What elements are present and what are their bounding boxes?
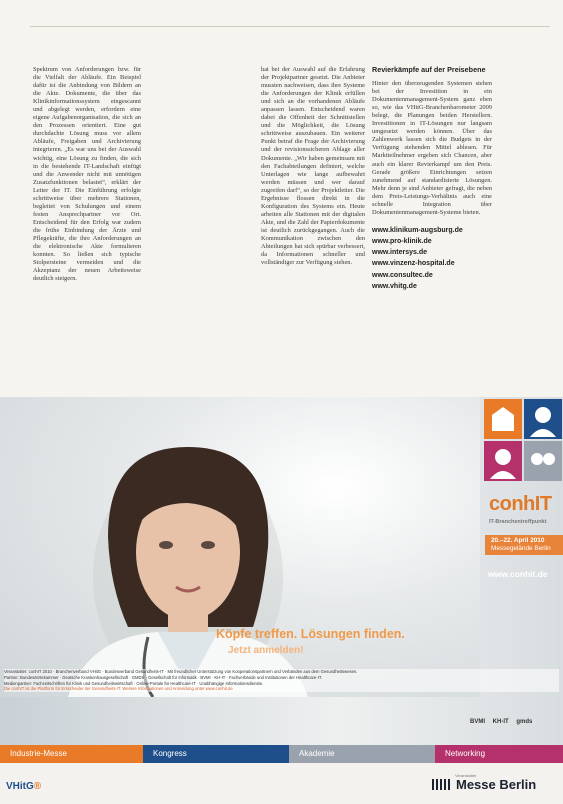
article-column-3 xyxy=(372,66,492,292)
ad-category-bars xyxy=(0,745,563,763)
bar-industrie-messe: Industrie-Messe xyxy=(0,745,143,763)
article-text-2: hat bei der Auswahl auf die Erfahrung der Projektpartner gesetzt. Die Anbieter mussten nachweisen, dass ihre Systeme die Anforderungen der Klinik erfüllen und sich an die vorhandenen Abläufe anpassen lassen. Entscheidend waren dabei die Offenheit der Schnittstellen und die Möglichkeit, die Lösung schrittweise auszubauen. Ein weiterer Punkt betraf die Frage der Archivierung und der revisionssicheren Ablage aller Dokumente. „Wir haben gemeinsam mit den Fachabteilungen definiert, welche Unterlagen wie lange aufbewahrt werden müssen und wer darauf zugreifen darf“, so der Projektleiter. Die Ergebnisse flossen direkt in die Konfiguration des Systems ein. Heute arbeiten alle Stationen mit der digitalen Akte, und die Zahl der Papierdokumente ist deutlich zurückgegangen. Auch die Kommunikation zwischen den Abteilungen hat sich spürbar verbessert, da Informationen schneller und vollständiger zur Verfügung stehen. xyxy=(261,66,365,267)
link-list xyxy=(372,225,492,292)
fine-print-line: Partner: Bundesärztekammer · Deutsche Krankenhausgesellschaft · GMDS · Gesellschaft für Informatik · BVMI · KH-IT · Fachverbände und Institutionen der Healthcare-IT. xyxy=(4,674,323,680)
article-text-1: Spektrum von Anforderungen bzw. für die Vielfalt der Abläufe. Ein Beispiel dafür ist die Anbindung von Bildern an die Akte. Dokumente, die über das Klinikinformationssystem eingescannt und abgelegt werden, erfordern eine eigene Aufgabenorganisation, die sich an den Prozessen orientiert. Eine gut durchdachte Lösung muss vor allem Abläufe, Freigaben und Archivierung integrieren. „Es war uns bei der Auswahl wichtig, eine Lösung zu finden, die sich in die bestehende IT-Landschaft einfügt und die Anwender nicht mit unnötigen Zusatzfunktionen belastet“, erklärt der Leiter der IT. Die Einführung erfolgte schrittweise über mehrere Stationen, begleitet von Schulungen und einem festen Ansprechpartner vor Ort. Entscheidend für den Erfolg war zudem die frühe Einbindung der Ärzte und Pflegekräfte, die ihre Anforderungen an die elektronische Akte formulieren konnten. So ließen sich typische Stolpersteine vermeiden und die Akzeptanz der neuen Arbeitsweise deutlich steigern. xyxy=(33,66,141,283)
fine-print-highlight: Die conhIT ist die Plattform für Entscheider der Gesundheits-IT. Weitere Informationen und Anmeldung unter www.conhit.de xyxy=(4,686,233,692)
link-item[interactable]: www.vinzenz-hospital.de xyxy=(372,260,455,268)
ad-slogan: Köpfe treffen. Lösungen finden. xyxy=(216,627,405,641)
doctor-icon xyxy=(484,441,522,481)
article-text-3: Hinter den überzeugenden Systemen stehen bei der Investition in ein Dokumentenmanagement-System ganz eben so, wie das VHitG-Branchenbarometer 2009 belegt, die Planungen beiden Herstellern. Investitionen in IT-Lösungen nur langsam umgesetzt werden können. Über das Zahlenwerk lassen sich die Budgets in der Verfügung stehenden Mittel ablesen. Für Marktteilnehmer ergeben sich Chancen, aber auch ein klarer Revierkampf um den Preis. Gerade größere Einrichtungen setzen zunehmend auf standardisierte Lösungen. Mehr denn je sind Anbieter gefragt, die neben dem Preis-Leistungs-Verhältnis auch eine schnelle Integration über Dokumentenmanagement-Systeme bieten. xyxy=(372,80,492,216)
event-url[interactable]: www.conhit.de xyxy=(488,569,548,579)
sponsor-logo: BVMI xyxy=(470,719,485,725)
sponsor-logos xyxy=(470,719,538,725)
ad-fine-print xyxy=(4,669,559,692)
event-venue: Messegelände Berlin xyxy=(491,545,551,552)
sponsor-logo: KH-IT xyxy=(492,719,509,725)
link-item[interactable]: www.consultec.de xyxy=(372,271,433,279)
event-date-box xyxy=(485,535,563,555)
vhitg-logo xyxy=(6,781,41,792)
building-icon xyxy=(484,399,522,439)
conhit-advertisement xyxy=(0,397,563,804)
article-column-2 xyxy=(261,66,365,267)
person-icon xyxy=(524,399,562,439)
ad-footer xyxy=(0,763,563,804)
doctor-portrait-image xyxy=(48,437,348,697)
article-column-1 xyxy=(33,66,141,283)
sponsor-logo: gmds xyxy=(516,719,533,725)
vhitg-logo-text: VHitG xyxy=(6,781,34,792)
top-rule xyxy=(30,26,550,27)
group-icon xyxy=(524,441,562,481)
vhitg-logo-suffix: ® xyxy=(33,781,42,792)
link-item[interactable]: www.intersys.de xyxy=(372,249,427,257)
link-item[interactable]: www.pro-klinik.de xyxy=(372,238,432,246)
bar-akademie: Akademie xyxy=(289,745,435,763)
ad-call-to-action: Jetzt anmelden! xyxy=(228,645,304,656)
link-item[interactable]: www.vhitg.de xyxy=(372,282,417,290)
conhit-tagline: IT-Branchentreffpunkt xyxy=(489,519,547,525)
bar-kongress: Kongress xyxy=(143,745,289,763)
bar-networking: Networking xyxy=(435,745,563,763)
fine-print-line: Medienpartner: Fachzeitschriften für Klinik und Gesundheitswirtschaft · Online-Portale für Healthcare-IT · Unabhängige Informationsdienste. xyxy=(4,680,264,686)
event-dates: 20.–22. April 2010 xyxy=(491,537,545,544)
messe-berlin-logo xyxy=(432,777,536,792)
messe-bars-icon xyxy=(432,779,452,790)
messe-berlin-text: Messe Berlin xyxy=(456,777,537,792)
organizer-label: Veranstalter xyxy=(455,773,477,778)
conhit-logo-text: conhIT xyxy=(489,493,552,515)
section-heading: Revierkämpfe auf der Preisebene xyxy=(372,65,486,74)
link-item[interactable]: www.klinikum-augsburg.de xyxy=(372,226,463,234)
fine-print-line: Veranstalter: conhIT 2010 · Branchenverband VHitG · Bundesverband Gesundheits-IT · Mit freundlicher Unterstützung von Kooperationspartnern und Verbänden aus dem Gesundheitswesen. xyxy=(4,669,358,674)
